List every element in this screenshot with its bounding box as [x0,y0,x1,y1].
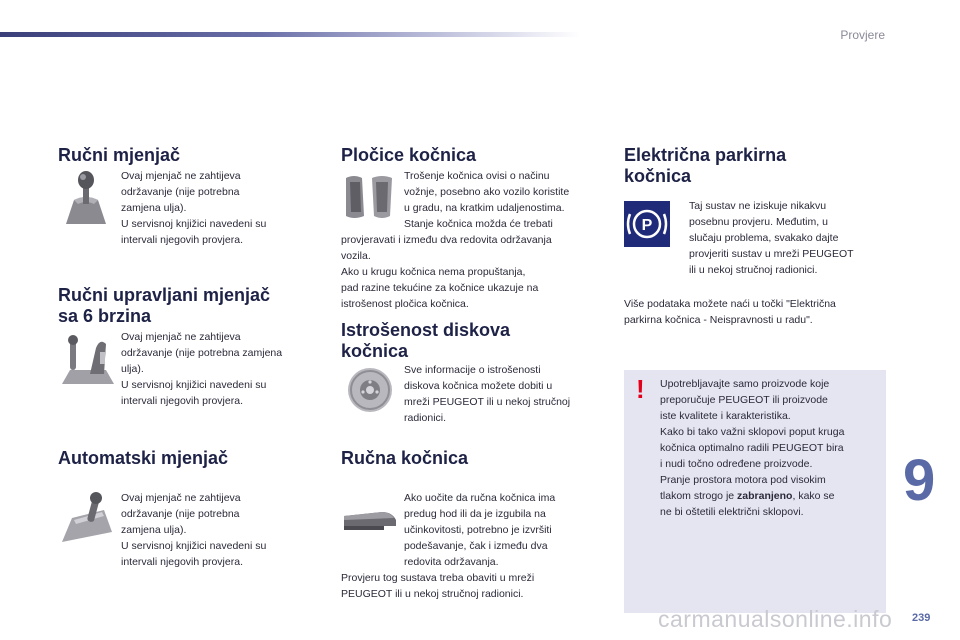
parking-brake-icon-letter: P [641,217,653,234]
watermark: carmanualsonline.info [658,606,893,632]
handbrake-text-line: podešavanje, čak i između dva [404,540,548,552]
warning-line-pre: tlakom strogo je [660,490,738,502]
pads-text-line: vožnje, posebno ako vozilo koristite [404,186,570,198]
manual-text-line: Ovaj mjenjač ne zahtijeva [121,170,241,182]
warning-line: kočnica optimalno radili PEUGEOT bira [660,442,844,454]
disc-wear-title [341,320,510,362]
warning-box [624,370,886,613]
automatic-text-line: intervali njegovih provjera. [121,556,243,568]
chapter-number: 9 [903,448,936,513]
six-speed-text-line: održavanje (nije potrebna zamjena [121,347,283,359]
epb-title-line1: Električna parkirna [624,145,787,165]
warning-line: Kako bi tako važni sklopovi poput kruga [660,426,845,438]
automatic-gearbox-title: Automatski mjenjač [58,448,229,468]
parking-brake-icon [624,201,670,247]
pads-text-line: Trošenje kočnica ovisi o načinu [404,170,550,182]
warning-line: Pranje prostora motora pod visokim [660,474,826,486]
discs-text-line: diskova kočnica možete dobiti u [404,380,553,392]
warning-line: ne bi oštetili električni sklopovi. [660,506,804,518]
handbrake-text-line: Provjeru tog sustava treba obaviti u mreži [341,572,535,584]
paddle-shift-icon [60,334,116,386]
section-title: Provjere [840,28,885,42]
header-bar [0,32,580,37]
manual-text-line: održavanje (nije potrebna [121,186,240,198]
handbrake-text-line: predug hod ili da je izgubila na [404,508,546,520]
epb-text-line: slučaju problema, svakako dajte [689,232,839,244]
epb-text-line: Taj sustav ne iziskuje nikakvu [689,200,827,212]
six-speed-title-line1: Ručni upravljani mjenjač [58,285,271,305]
pads-text-line: provjeravati i između dva redovita održavanja [341,234,552,246]
six-speed-text-line: ulja). [121,363,144,375]
disc-wear-title-line2: kočnica [341,341,409,361]
handbrake-text-line: PEUGEOT ili u nekoj stručnoj radionici. [341,588,524,600]
warning-line: Upotrebljavajte samo proizvode koje [660,378,830,390]
epb-more-line: parkirna kočnica - Neispravnosti u radu". [624,314,813,326]
brake-pads-title: Pločice kočnica [341,145,477,165]
page-number: 239 [912,612,931,624]
automatic-text-line: zamjena ulja). [121,524,187,536]
epb-text-line: provjeriti sustav u mreži PEUGEOT [689,248,854,260]
pads-text-line: istrošenost pločica kočnica. [341,298,469,310]
pads-text-line: vozila. [341,250,371,262]
epb-more-line: Više podataka možete naći u točki "Električna [624,298,836,310]
warning-bold-word: zabranjeno [737,490,793,502]
pads-text-line: pad razine tekućine za kočnice ukazuje na [341,282,539,294]
discs-text-line: radionici. [404,412,447,424]
gear-lever-icon [60,170,112,226]
brake-disc-icon [346,366,394,414]
automatic-text-line: Ovaj mjenjač ne zahtijeva [121,492,241,504]
epb-text-line: ili u nekoj stručnoj radionici. [689,264,818,276]
manual-gearbox-title: Ručni mjenjač [58,145,181,165]
handbrake-title: Ručna kočnica [341,448,469,468]
disc-wear-title-line1: Istrošenost diskova [341,320,511,340]
warning-mark-icon: ! [636,374,645,404]
epb-title-line2: kočnica [624,166,692,186]
manual-text-line: zamjena ulja). [121,202,187,214]
pads-text-line: Stanje kočnica možda će trebati [404,218,553,230]
pads-text-line: u gradu, na kratkim udaljenostima. [404,202,565,214]
automatic-selector-icon [60,492,114,544]
handbrake-text-line: Ako uočite da ručna kočnica ima [404,492,556,504]
six-speed-text-line: intervali njegovih provjera. [121,395,243,407]
manual-text-line: intervali njegovih provjera. [121,234,243,246]
automatic-text-line: održavanje (nije potrebna [121,508,240,520]
warning-line: i nudi točno određene proizvode. [660,458,813,470]
six-speed-title-line2: sa 6 brzina [58,306,152,326]
pads-text-line: Ako u krugu kočnica nema propuštanja, [341,266,526,278]
handbrake-text-line: redovita održavanja. [404,556,499,568]
warning-line: preporučuje PEUGEOT ili proizvode [660,394,828,406]
manual-text-line: U servisnoj knjižici navedeni su [121,218,267,230]
electric-parking-brake-title [624,145,786,187]
six-speed-text-line: Ovaj mjenjač ne zahtijeva [121,331,241,343]
discs-text-line: Sve informacije o istrošenosti [404,364,541,376]
automatic-text-line: U servisnoj knjižici navedeni su [121,540,267,552]
handbrake-text-line: učinkovitosti, potrebno je izvršiti [404,524,552,536]
warning-line: iste kvalitete i karakteristika. [660,410,791,422]
discs-text-line: mreži PEUGEOT ili u nekoj stručnoj [404,396,571,408]
warning-line-post: , kako se [792,490,835,502]
six-speed-text-line: U servisnoj knjižici navedeni su [121,379,267,391]
epb-text-line: posebnu provjeru. Međutim, u [689,216,828,228]
six-speed-title [58,285,270,327]
